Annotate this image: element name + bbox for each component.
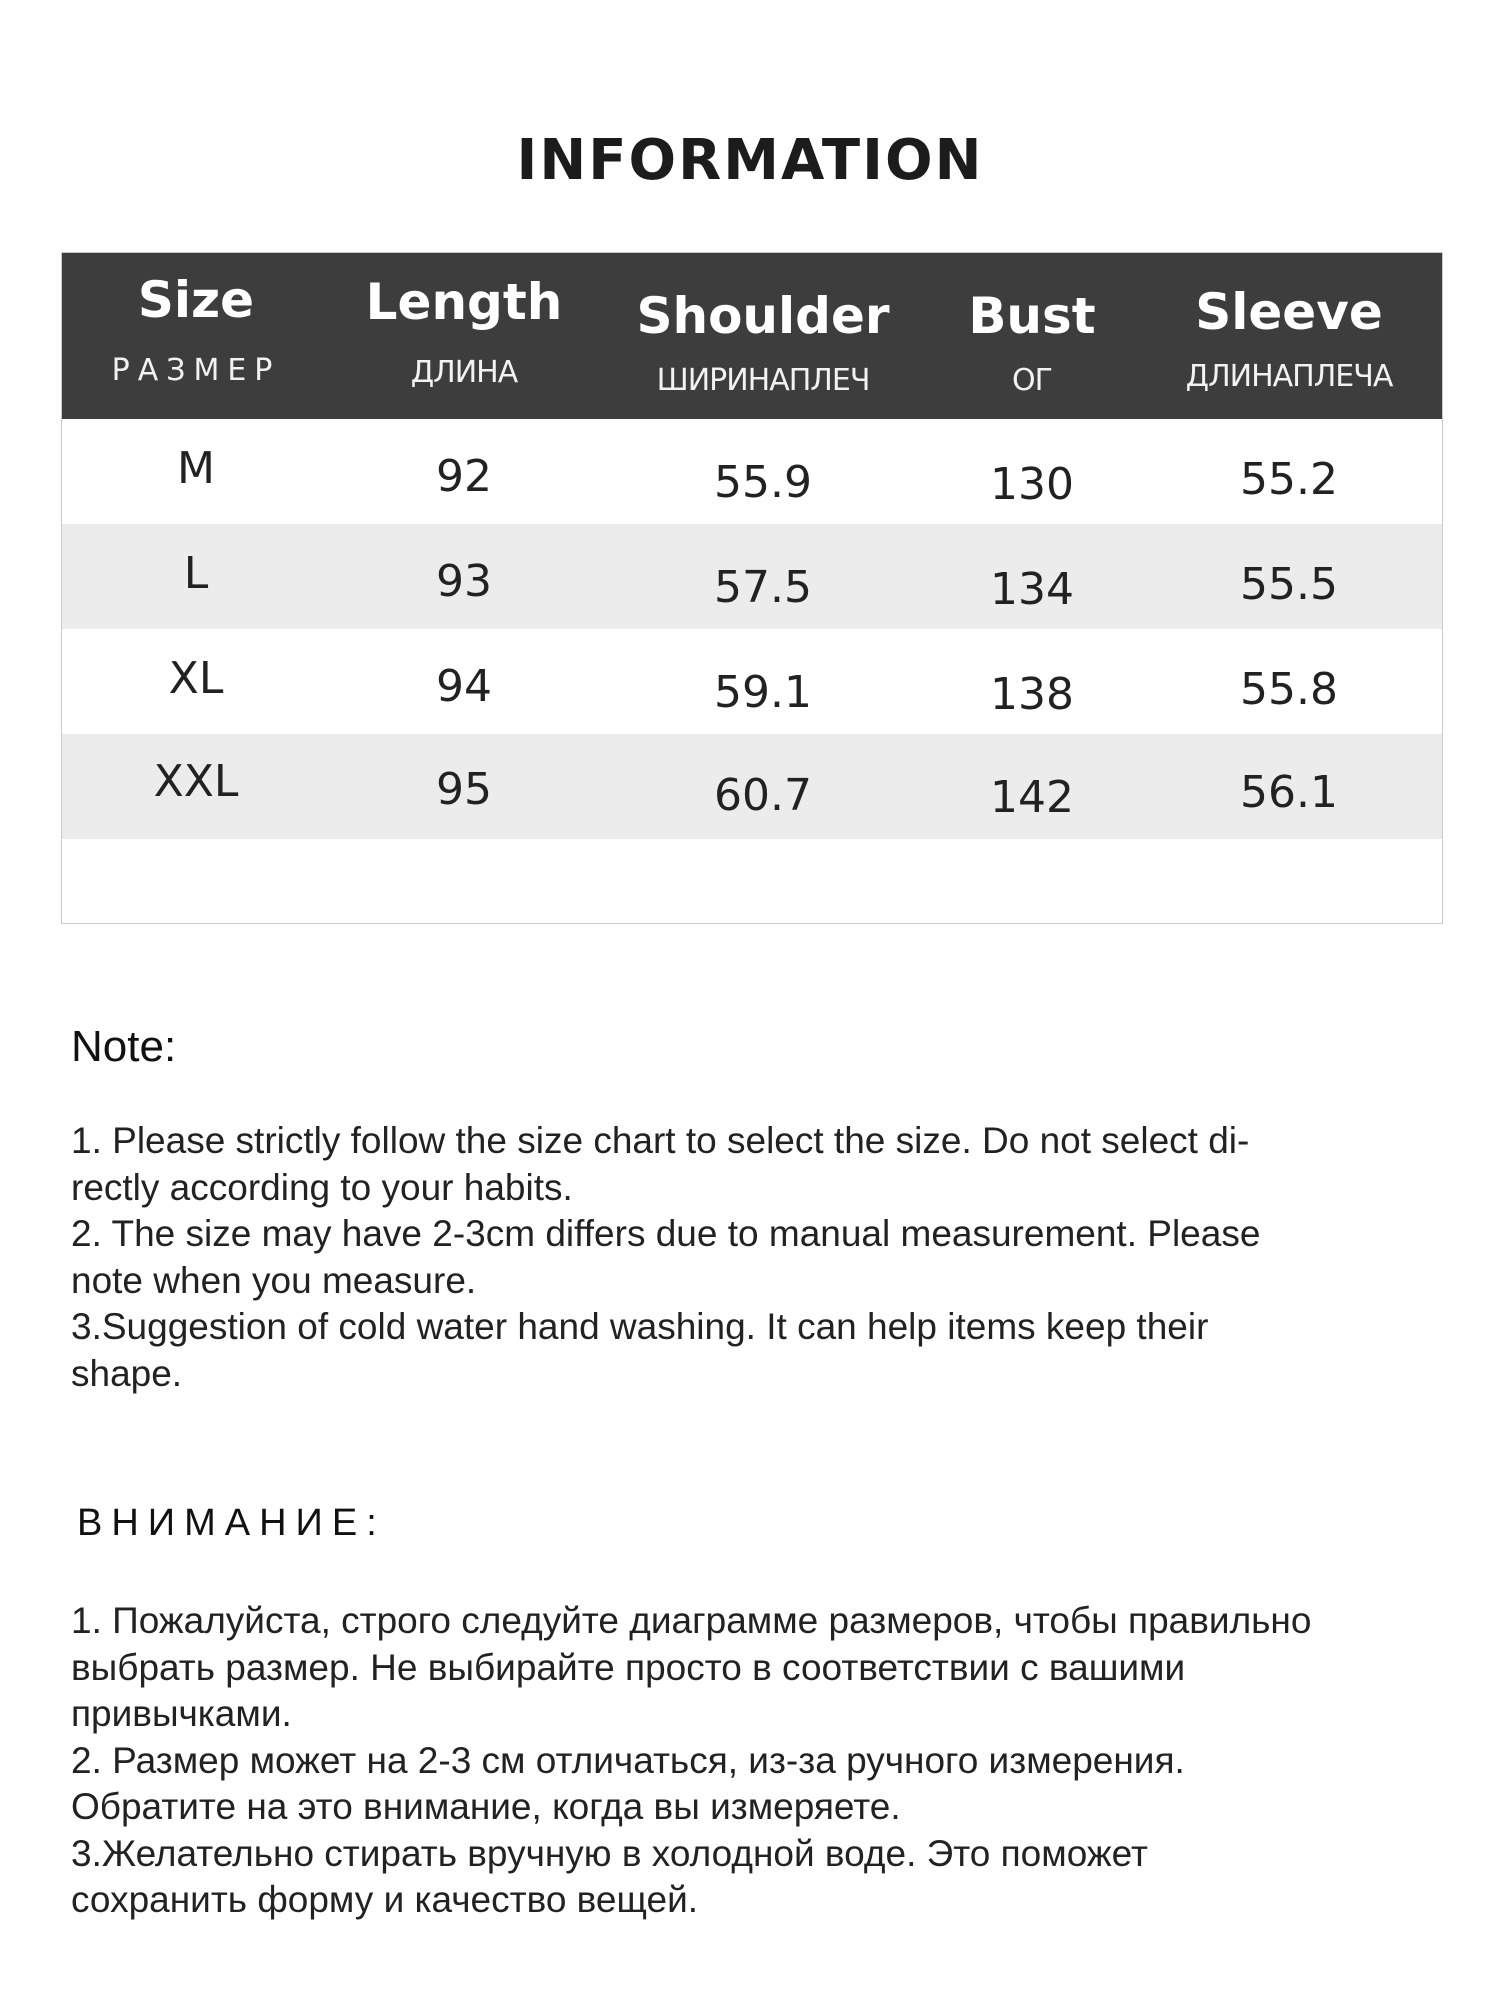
ru-note-line: 3.Желательно стирать вручную в холодной воде. Это поможет	[71, 1832, 1148, 1874]
cell-shoulder: 57.5	[714, 562, 812, 613]
header-sleeve-en: Sleeve	[1195, 283, 1383, 341]
ru-note-line: сохранить форму и качество вещей.	[71, 1879, 699, 1920]
cell-size: XXL	[153, 756, 239, 807]
cell-sleeve: 55.8	[1240, 664, 1338, 715]
ru-note-line: 2. Размер может на 2-3 см отличаться, из-за ручного измерения.	[71, 1739, 1185, 1781]
cell-shoulder: 55.9	[714, 457, 812, 508]
ru-note-heading: ВНИМАНИЕ:	[77, 1502, 386, 1544]
cell-size: M	[177, 443, 215, 494]
ru-note-text	[71, 1598, 1431, 1924]
header-size	[62, 253, 330, 419]
size-chart-table	[61, 252, 1443, 924]
note-line: rectly according to your habits.	[71, 1166, 573, 1208]
note-line: 1. Please strictly follow the size chart to select the size. Do not select di-	[71, 1120, 1250, 1161]
header-shoulder-en: Shoulder	[636, 287, 890, 345]
cell-sleeve: 55.2	[1240, 454, 1338, 505]
header-sleeve	[1136, 253, 1442, 419]
ru-note-line: Обратите на это внимание, когда вы измеряете.	[71, 1786, 901, 1827]
cell-size: L	[183, 548, 209, 599]
header-bust	[928, 253, 1136, 419]
cell-sleeve: 56.1	[1240, 767, 1338, 818]
ru-note-line: 1. Пожалуйста, строго следуйте диаграмме размеров, чтобы правильно	[71, 1600, 1312, 1641]
header-bust-en: Bust	[968, 287, 1096, 345]
header-shoulder	[598, 253, 928, 419]
header-shoulder-ru: ШИРИНАПЛЕЧ	[656, 363, 870, 398]
ru-note-line: привычками.	[71, 1693, 292, 1734]
note-heading: Note:	[71, 1022, 177, 1071]
table-row	[62, 524, 1442, 629]
cell-shoulder: 60.7	[714, 770, 812, 821]
note-line: shape.	[71, 1352, 183, 1394]
note-line: 3.Suggestion of cold water hand washing. It can help items keep their	[71, 1306, 1209, 1347]
header-length	[330, 253, 598, 419]
cell-sleeve: 55.5	[1240, 559, 1338, 610]
note-line: note when you measure.	[71, 1259, 477, 1301]
header-size-ru: РАЗМЕР	[111, 353, 281, 388]
ru-note-line: выбрать размер. Не выбирайте просто в соответствии с вашими	[71, 1646, 1186, 1688]
table-row	[62, 734, 1442, 839]
cell-bust: 130	[990, 459, 1074, 510]
header-length-ru: ДЛИНА	[410, 355, 518, 390]
cell-length: 94	[436, 661, 492, 712]
cell-length: 95	[436, 764, 492, 815]
cell-bust: 138	[990, 669, 1074, 720]
table-header	[62, 253, 1442, 419]
table-row	[62, 629, 1442, 734]
page-title: INFORMATION	[516, 128, 984, 193]
header-sleeve-ru: ДЛИНАПЛЕЧА	[1185, 359, 1393, 394]
header-bust-ru: ОГ	[1012, 363, 1052, 398]
cell-bust: 142	[990, 772, 1074, 823]
cell-bust: 134	[990, 564, 1074, 615]
note-line: 2. The size may have 2-3cm differs due to manual measurement. Please	[71, 1213, 1261, 1254]
table-row	[62, 419, 1442, 524]
cell-length: 92	[436, 451, 492, 502]
cell-shoulder: 59.1	[714, 667, 812, 718]
cell-size: XL	[168, 653, 224, 704]
header-length-en: Length	[365, 273, 563, 331]
note-text	[71, 1118, 1431, 1397]
header-size-en: Size	[137, 271, 255, 329]
cell-length: 93	[436, 556, 492, 607]
